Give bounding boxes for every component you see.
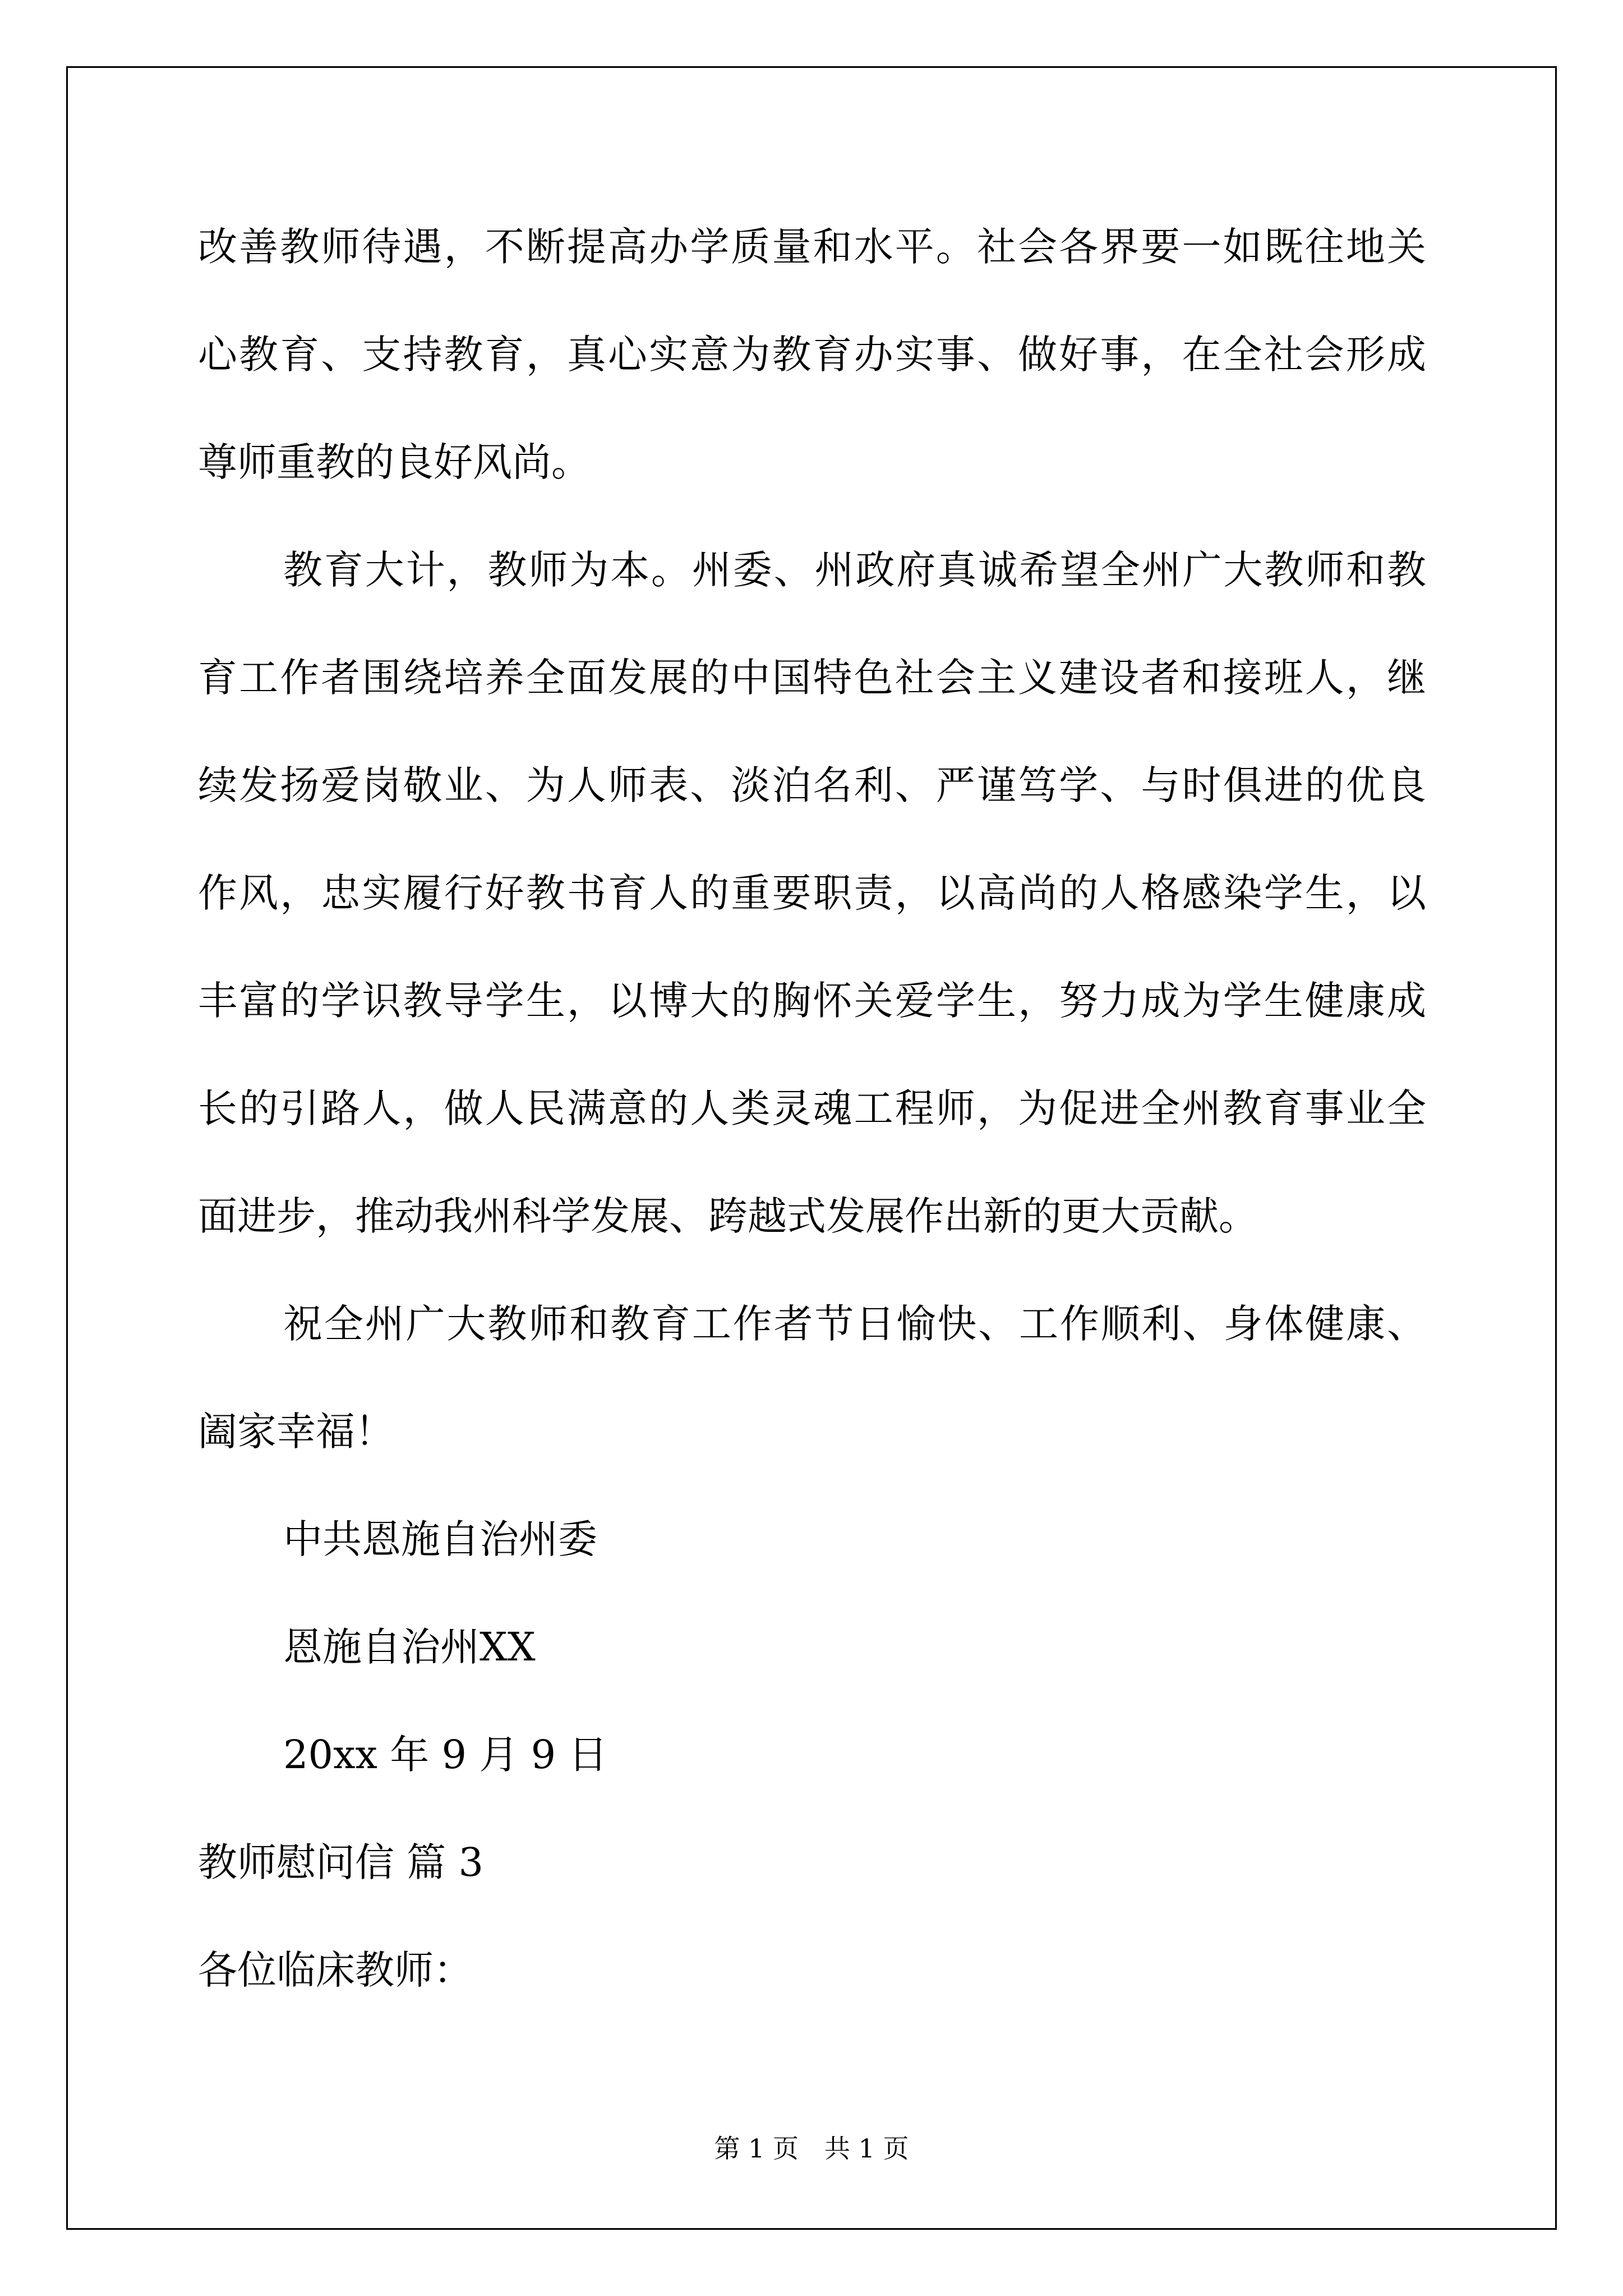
paragraph-1-line-3: 尊师重教的良好风尚。 (198, 439, 591, 485)
page-footer: 第 1 页 共 1 页 (714, 2133, 909, 2164)
signature-date: 20xx 年 9 月 9 日 (283, 1732, 608, 1778)
paragraph-2-line-6: 长的引路人，做人民满意的人类灵魂工程师，为促进全州教育事业全 (198, 1085, 1426, 1131)
signature-party-committee: 中共恩施自治州委 (283, 1516, 597, 1562)
paragraph-2-line-7: 面进步，推动我州科学发展、跨越式发展作出新的更大贡献。 (198, 1193, 1258, 1239)
paragraph-1-line-1: 改善教师待遇，不断提高办学质量和水平。社会各界要一如既往地关 (198, 224, 1426, 270)
signature-government: 恩施自治州XX (283, 1624, 536, 1670)
salutation: 各位临床教师： (198, 1947, 473, 1993)
section-title: 教师慰问信 篇 3 (198, 1839, 484, 1885)
paragraph-2-line-5: 丰富的学识教导学生，以博大的胸怀关爱学生，努力成为学生健康成 (198, 978, 1426, 1024)
document-body (198, 213, 1426, 2044)
paragraph-2-line-2: 育工作者围绕培养全面发展的中国特色社会主义建设者和接班人，继 (198, 655, 1426, 701)
paragraph-3-line-1: 祝全州广大教师和教育工作者节日愉快、工作顺利、身体健康、 (283, 1301, 1426, 1347)
paragraph-2-line-4: 作风，忠实履行好教书育人的重要职责，以高尚的人格感染学生，以 (198, 870, 1426, 916)
paragraph-1-line-2: 心教育、支持教育，真心实意为教育办实事、做好事，在全社会形成 (198, 332, 1426, 378)
paragraph-3-line-2: 阖家幸福！ (198, 1409, 394, 1455)
paragraph-2-line-1: 教育大计，教师为本。州委、州政府真诚希望全州广大教师和教 (283, 547, 1426, 593)
paragraph-2-line-3: 续发扬爱岗敬业、为人师表、淡泊名利、严谨笃学、与时俱进的优良 (198, 762, 1426, 808)
